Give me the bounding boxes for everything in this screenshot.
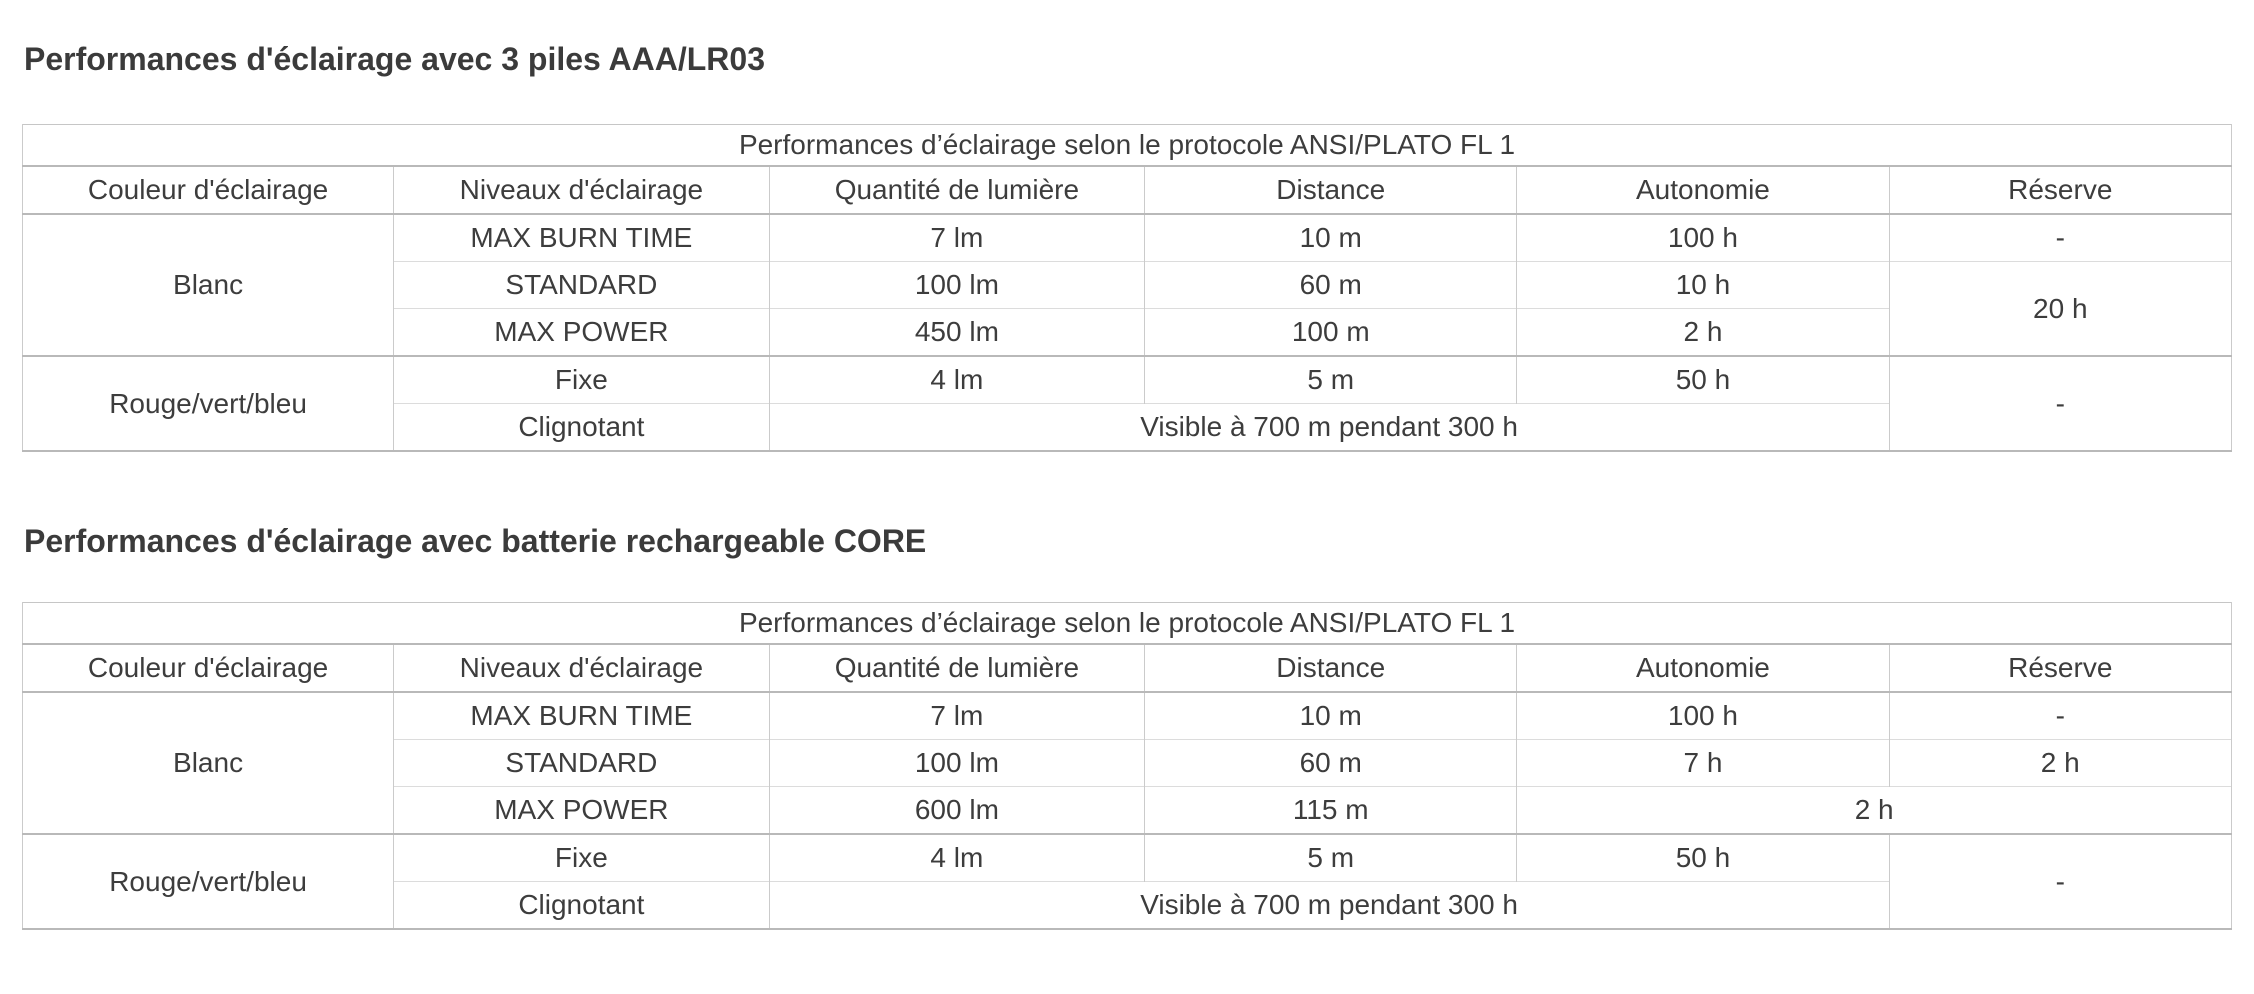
cell-level: Fixe [394,834,770,882]
table-row [23,125,2232,167]
cell-autonomie: 50 h [1517,356,1889,404]
cell-visible-merged: Visible à 700 m pendant 300 h [769,404,1889,452]
column-header-quantite: Quantité de lumière [769,166,1145,214]
cell-lumens: 4 lm [769,356,1145,404]
column-header-couleur: Couleur d'éclairage [23,166,394,214]
cell-autonomie: 100 h [1517,214,1889,262]
cell-level: MAX BURN TIME [394,692,770,740]
cell-level: Fixe [394,356,770,404]
table-row [23,356,2232,404]
cell-autonomie: 7 h [1517,740,1889,787]
cell-lumens: 450 lm [769,309,1145,357]
cell-distance: 5 m [1145,356,1517,404]
table-caption: Performances d’éclairage selon le protocole ANSI/PLATO FL 1 [23,125,2232,167]
cell-distance: 100 m [1145,309,1517,357]
column-header-couleur: Couleur d'éclairage [23,644,394,692]
column-header-quantite: Quantité de lumière [769,644,1145,692]
cell-distance: 60 m [1145,262,1517,309]
column-header-autonomie: Autonomie [1517,166,1889,214]
cell-visible-merged: Visible à 700 m pendant 300 h [769,882,1889,930]
cell-reserve-merged: - [1889,834,2231,929]
table-row [23,603,2232,645]
cell-level: STANDARD [394,740,770,787]
cell-distance: 10 m [1145,692,1517,740]
cell-distance: 115 m [1145,787,1517,835]
section-title-aaa: Performances d'éclairage avec 3 piles AAA/LR03 [24,41,765,77]
column-header-distance: Distance [1145,166,1517,214]
cell-distance: 10 m [1145,214,1517,262]
cell-reserve: 2 h [1889,740,2231,787]
table-caption: Performances d’éclairage selon le protocole ANSI/PLATO FL 1 [23,603,2232,645]
section-title-core: Performances d'éclairage avec batterie rechargeable CORE [24,523,927,559]
cell-couleur-rgb: Rouge/vert/bleu [23,356,394,451]
cell-lumens: 7 lm [769,692,1145,740]
cell-reserve-merged: - [1889,356,2231,451]
cell-couleur-rgb: Rouge/vert/bleu [23,834,394,929]
page-content [0,40,2254,930]
cell-lumens: 100 lm [769,740,1145,787]
cell-distance: 60 m [1145,740,1517,787]
table-row [23,644,2232,692]
cell-autonomie: 50 h [1517,834,1889,882]
cell-level: Clignotant [394,882,770,930]
cell-lumens: 600 lm [769,787,1145,835]
cell-level: STANDARD [394,262,770,309]
cell-distance: 5 m [1145,834,1517,882]
column-header-reserve: Réserve [1889,644,2231,692]
table-row [23,214,2232,262]
column-header-niveaux: Niveaux d'éclairage [394,166,770,214]
cell-level: MAX BURN TIME [394,214,770,262]
cell-autonomie: 100 h [1517,692,1889,740]
cell-lumens: 100 lm [769,262,1145,309]
cell-autonomie: 2 h [1517,309,1889,357]
column-header-reserve: Réserve [1889,166,2231,214]
column-header-autonomie: Autonomie [1517,644,1889,692]
cell-level: MAX POWER [394,787,770,835]
cell-reserve-merged: 20 h [1889,262,2231,357]
table-row [23,692,2232,740]
cell-couleur-blanc: Blanc [23,214,394,356]
table-row [23,166,2232,214]
cell-level: Clignotant [394,404,770,452]
cell-lumens: 7 lm [769,214,1145,262]
cell-couleur-blanc: Blanc [23,692,394,834]
spec-table-core [22,602,2232,930]
column-header-distance: Distance [1145,644,1517,692]
spec-table-aaa [22,124,2232,452]
cell-autonomie-reserve-merged: 2 h [1517,787,2232,835]
column-header-niveaux: Niveaux d'éclairage [394,644,770,692]
cell-level: MAX POWER [394,309,770,357]
cell-lumens: 4 lm [769,834,1145,882]
table-row [23,834,2232,882]
cell-reserve: - [1889,692,2231,740]
cell-reserve: - [1889,214,2231,262]
cell-autonomie: 10 h [1517,262,1889,309]
